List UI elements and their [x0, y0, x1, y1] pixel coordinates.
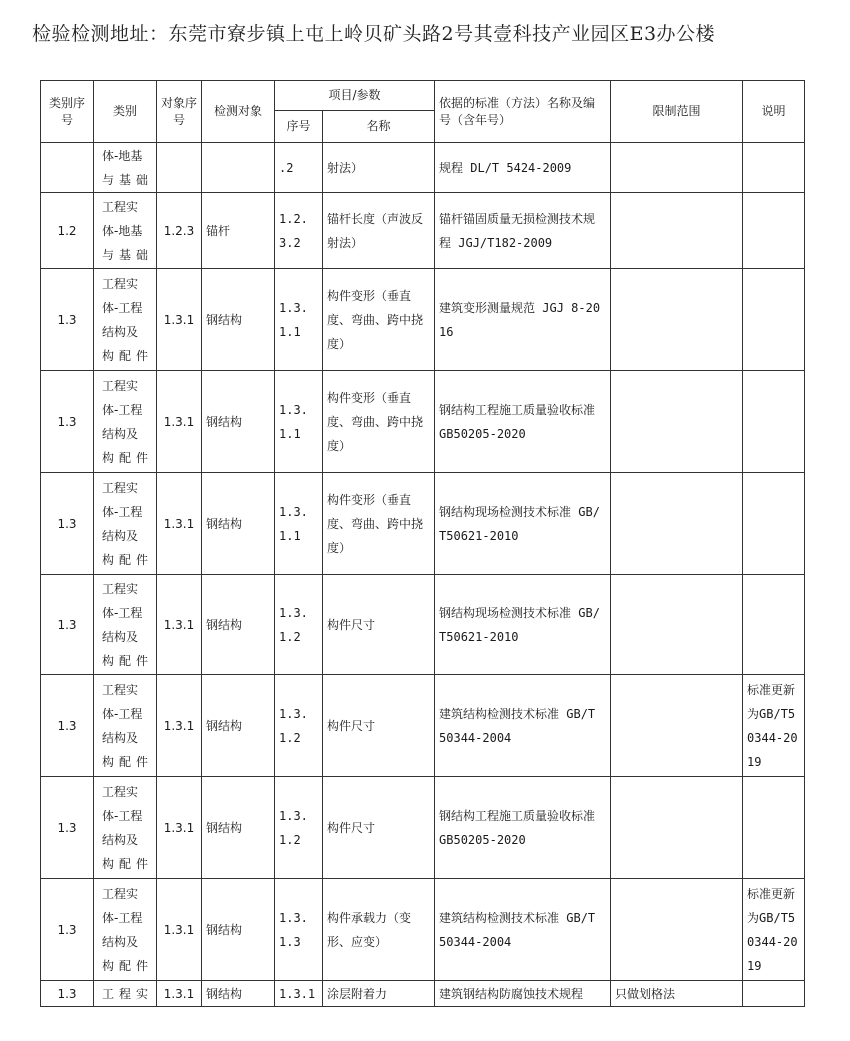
- cell-cat-no: 1.3: [41, 981, 94, 1007]
- cell-item-name: 射法）: [323, 143, 435, 193]
- cell-item-name: 构件尺寸: [323, 675, 435, 777]
- cell-limit: [611, 143, 743, 193]
- cell-item-no: 1.2.3.2: [275, 193, 323, 269]
- cell-limit: [611, 473, 743, 575]
- cell-item-no: 1.3.1.2: [275, 675, 323, 777]
- table-row: [41, 193, 805, 269]
- cell-obj: 锚杆: [202, 193, 275, 269]
- cell-obj-no: 1.3.1: [157, 575, 202, 675]
- cell-obj: 钢结构: [202, 269, 275, 371]
- header-obj-no: 对象序号: [157, 81, 202, 143]
- cell-item-no: 1.3.1: [275, 981, 323, 1007]
- scope-table: [40, 80, 805, 1007]
- cell-limit: 只做划格法: [611, 981, 743, 1007]
- cell-item-no: 1.3.1.2: [275, 575, 323, 675]
- cell-cat-no: 1.3: [41, 879, 94, 981]
- cell-obj-no: 1.3.1: [157, 371, 202, 473]
- cell-standard: 钢结构现场检测技术标准 GB/T50621-2010: [435, 575, 611, 675]
- cell-item-name: 锚杆长度（声波反射法）: [323, 193, 435, 269]
- cell-item-name: 构件变形（垂直度、弯曲、跨中挠度）: [323, 473, 435, 575]
- table-row: [41, 269, 805, 371]
- cell-item-name: 构件承载力（变形、应变）: [323, 879, 435, 981]
- cell-item-name: 构件尺寸: [323, 777, 435, 879]
- table-row: [41, 675, 805, 777]
- cell-obj-no: 1.2.3: [157, 193, 202, 269]
- cell-note: [743, 143, 805, 193]
- cell-limit: [611, 879, 743, 981]
- table-row: [41, 981, 805, 1007]
- cell-standard: 钢结构工程施工质量验收标准 GB50205-2020: [435, 777, 611, 879]
- cell-obj-no: 1.3.1: [157, 675, 202, 777]
- cell-limit: [611, 675, 743, 777]
- cell-standard: 建筑结构检测技术标准 GB/T 50344-2004: [435, 879, 611, 981]
- header-cat-no: 类别序号: [41, 81, 94, 143]
- cell-note: 标准更新为GB/T50344-2019: [743, 879, 805, 981]
- cell-standard: 规程 DL/T 5424-2009: [435, 143, 611, 193]
- header-category: 类别: [94, 81, 157, 143]
- cell-obj: 钢结构: [202, 371, 275, 473]
- cell-obj-no: 1.3.1: [157, 981, 202, 1007]
- cell-note: [743, 371, 805, 473]
- cell-item-no: .2: [275, 143, 323, 193]
- cell-category: 工程实体-工程结构及构配件: [94, 575, 157, 675]
- table-body: [41, 143, 805, 1007]
- cell-obj-no: [157, 143, 202, 193]
- cell-cat-no: 1.3: [41, 777, 94, 879]
- page-header: 检验检测地址：东莞市寮步镇上屯上岭贝矿头路2号其壹科技产业园区E3办公楼: [32, 23, 716, 45]
- cell-category: 工程实体-工程结构及构配件: [94, 777, 157, 879]
- cell-category: 工程实体-工程结构及构配件: [94, 675, 157, 777]
- cell-standard: 建筑钢结构防腐蚀技术规程: [435, 981, 611, 1007]
- cell-limit: [611, 575, 743, 675]
- cell-cat-no: 1.3: [41, 473, 94, 575]
- cell-note: 标准更新为GB/T50344-2019: [743, 675, 805, 777]
- cell-standard: 钢结构现场检测技术标准 GB/T50621-2010: [435, 473, 611, 575]
- cell-cat-no: 1.3: [41, 371, 94, 473]
- cell-obj: 钢结构: [202, 473, 275, 575]
- cell-category: 工程实体-地基与基础: [94, 193, 157, 269]
- cell-note: [743, 575, 805, 675]
- cell-item-name: 构件尺寸: [323, 575, 435, 675]
- header-note: 说明: [743, 81, 805, 143]
- cell-category: 工程实体-工程结构及构配件: [94, 269, 157, 371]
- table-row: [41, 473, 805, 575]
- cell-obj: 钢结构: [202, 675, 275, 777]
- cell-limit: [611, 269, 743, 371]
- cell-cat-no: 1.3: [41, 269, 94, 371]
- cell-item-no: 1.3.1.1: [275, 269, 323, 371]
- header-limit: 限制范围: [611, 81, 743, 143]
- cell-item-no: 1.3.1.2: [275, 777, 323, 879]
- table-row: [41, 371, 805, 473]
- cell-obj-no: 1.3.1: [157, 473, 202, 575]
- cell-note: [743, 473, 805, 575]
- cell-obj: 钢结构: [202, 879, 275, 981]
- cell-cat-no: 1.3: [41, 575, 94, 675]
- header-obj: 检测对象: [202, 81, 275, 143]
- cell-obj: 钢结构: [202, 981, 275, 1007]
- cell-standard: 锚杆锚固质量无损检测技术规程 JGJ/T182-2009: [435, 193, 611, 269]
- cell-standard: 建筑变形测量规范 JGJ 8-2016: [435, 269, 611, 371]
- cell-item-no: 1.3.1.3: [275, 879, 323, 981]
- cell-limit: [611, 371, 743, 473]
- table-row: [41, 143, 805, 193]
- table-header: [41, 81, 805, 143]
- table-row: [41, 777, 805, 879]
- cell-standard: 建筑结构检测技术标准 GB/T 50344-2004: [435, 675, 611, 777]
- cell-note: [743, 269, 805, 371]
- cell-category: 工程实: [94, 981, 157, 1007]
- cell-cat-no: 1.3: [41, 675, 94, 777]
- cell-standard: 钢结构工程施工质量验收标准 GB50205-2020: [435, 371, 611, 473]
- cell-category: 工程实体-工程结构及构配件: [94, 473, 157, 575]
- cell-limit: [611, 193, 743, 269]
- cell-limit: [611, 777, 743, 879]
- cell-note: [743, 777, 805, 879]
- cell-category: 工程实体-工程结构及构配件: [94, 371, 157, 473]
- cell-category: 体-地基与基础: [94, 143, 157, 193]
- table-row: [41, 575, 805, 675]
- header-item-no: 序号: [275, 111, 323, 143]
- cell-obj: [202, 143, 275, 193]
- cell-obj: 钢结构: [202, 777, 275, 879]
- cell-item-name: 构件变形（垂直度、弯曲、跨中挠度）: [323, 269, 435, 371]
- table-row: [41, 879, 805, 981]
- header-item-name: 名称: [323, 111, 435, 143]
- cell-obj-no: 1.3.1: [157, 777, 202, 879]
- cell-item-no: 1.3.1.1: [275, 473, 323, 575]
- cell-cat-no: [41, 143, 94, 193]
- cell-item-no: 1.3.1.1: [275, 371, 323, 473]
- cell-obj-no: 1.3.1: [157, 879, 202, 981]
- cell-item-name: 涂层附着力: [323, 981, 435, 1007]
- header-standard: 依据的标准（方法）名称及编号（含年号）: [435, 81, 611, 143]
- cell-obj: 钢结构: [202, 575, 275, 675]
- cell-cat-no: 1.2: [41, 193, 94, 269]
- cell-note: [743, 981, 805, 1007]
- cell-note: [743, 193, 805, 269]
- cell-category: 工程实体-工程结构及构配件: [94, 879, 157, 981]
- header-item-group: 项目/参数: [275, 81, 435, 111]
- cell-obj-no: 1.3.1: [157, 269, 202, 371]
- cell-item-name: 构件变形（垂直度、弯曲、跨中挠度）: [323, 371, 435, 473]
